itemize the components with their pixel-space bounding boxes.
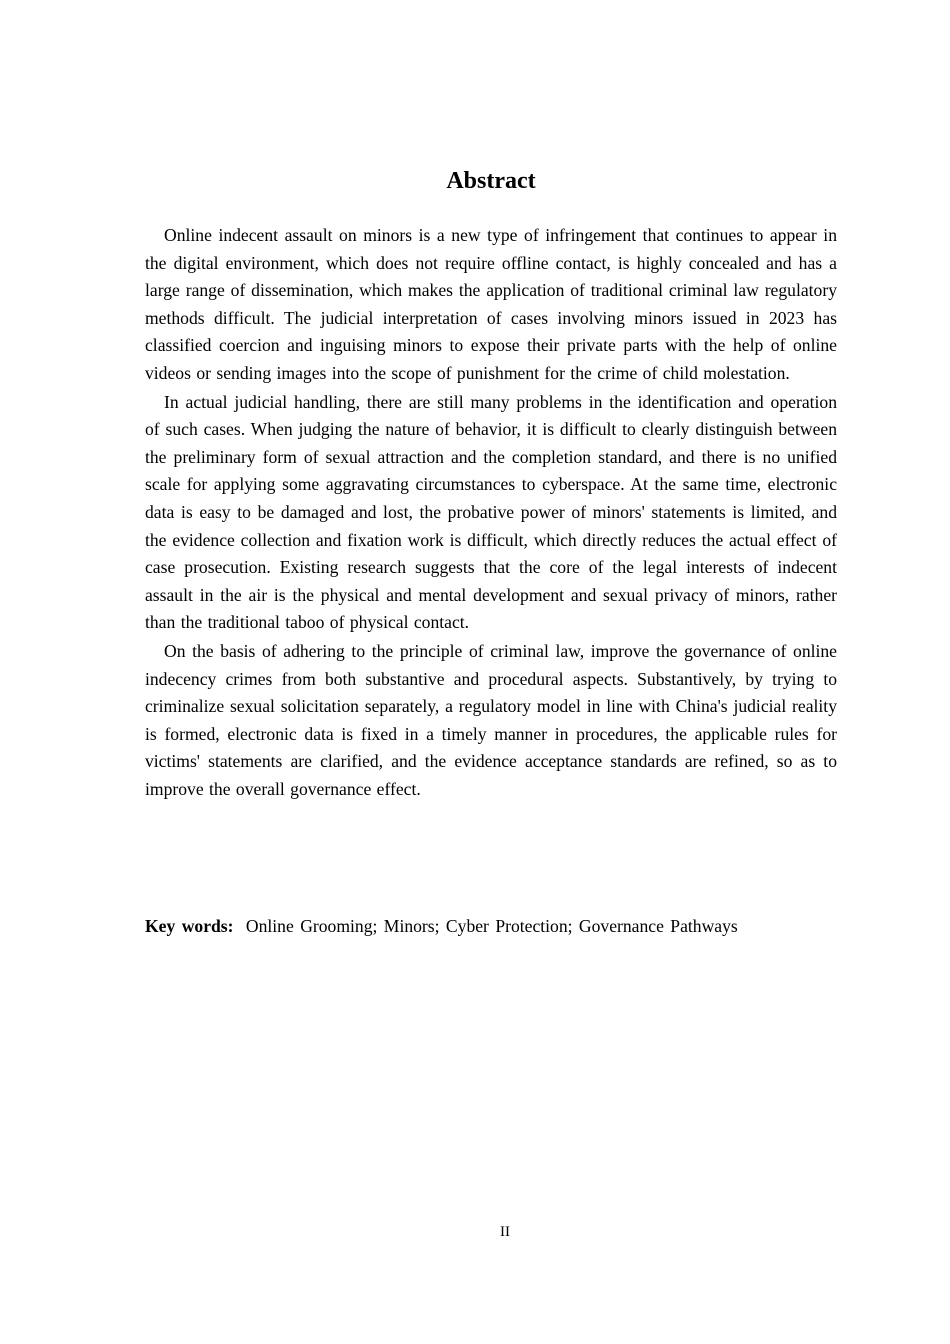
page-number: II [500,1224,510,1240]
abstract-body [145,222,837,804]
keywords-line [145,913,837,941]
keywords-list: Online Grooming; Minors; Cyber Protection; Governance Pathways [245,916,738,936]
keywords-label: Key words: [145,916,234,936]
abstract-title: Abstract [446,168,536,194]
abstract-paragraph: On the basis of adhering to the principle of criminal law, improve the governance of online indecency crimes from both substantive and procedural aspects. Substantively, by trying to criminalize sexual solicitation separately, a regulatory model in line with China's judicial reality is formed, electronic data is fixed in a timely manner in procedures, the applicable rules for victims' statements are clarified, and the evidence acceptance standards are refined, so as to improve the overall governance effect. [145,640,837,799]
abstract-paragraph: In actual judicial handling, there are still many problems in the identification and operation of such cases. When judging the nature of behavior, it is difficult to clearly distinguish between the preliminary form of sexual attraction and the completion standard, and there is no unified scale for applying some aggravating circumstances to cyberspace. At the same time, electronic data is easy to be damaged and lost, the probative power of minors' statements is limited, and the evidence collection and fixation work is difficult, which directly reduces the actual effect of case prosecution. Existing research suggests that the core of the legal interests of indecent assault in the air is the physical and mental development and sexual privacy of minors, rather than the traditional taboo of physical contact. [145,391,837,633]
abstract-paragraph: Online indecent assault on minors is a new type of infringement that continues to appear in the digital environment, which does not require offline contact, is highly concealed and has a large range of dissemination, which makes the application of traditional criminal law regulatory methods difficult. The judicial interpretation of cases involving minors issued in 2023 has classified coercion and inguising minors to expose their private parts with the help of online videos or sending images into the scope of punishment for the crime of child molestation. [145,225,837,383]
